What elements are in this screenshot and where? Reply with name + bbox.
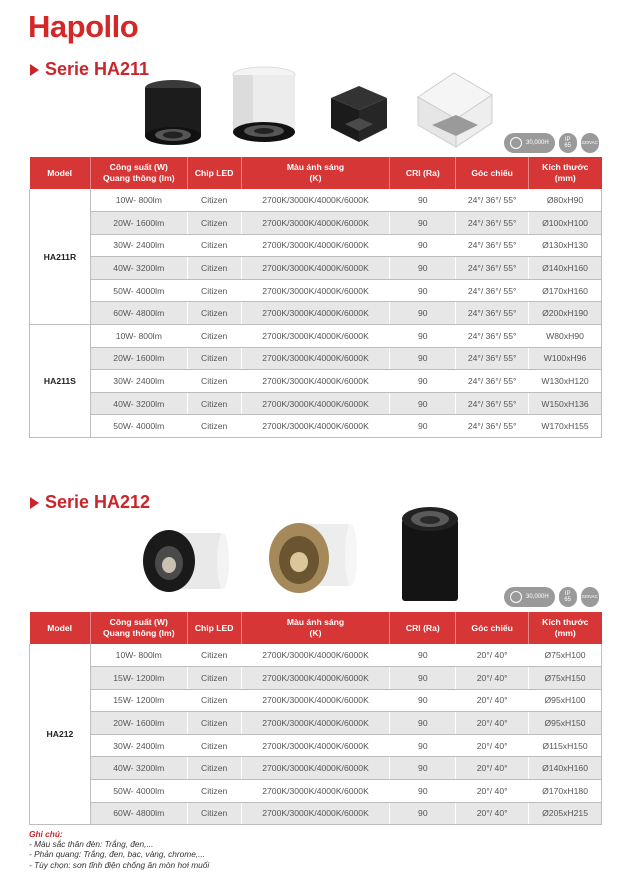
table-cell: 20°/ 40° <box>456 734 529 757</box>
table-cell: 2700K/3000K/4000K/6000K <box>241 212 390 235</box>
product-image-black-cylinder <box>398 503 462 604</box>
table-cell: 24°/ 36°/ 55° <box>456 212 529 235</box>
table-cell: 2700K/3000K/4000K/6000K <box>241 780 390 803</box>
table-cell: Citizen <box>187 189 241 212</box>
table-cell: 2700K/3000K/4000K/6000K <box>241 734 390 757</box>
table-cell: 90 <box>390 279 456 302</box>
note-line: - Phản quang: Trắng, đen, bạc, vàng, chrome,... <box>29 849 206 860</box>
certification-badges <box>504 587 599 607</box>
table-row <box>30 370 602 393</box>
table-row <box>30 780 602 803</box>
table-cell: Ø80xH90 <box>529 189 602 212</box>
table-cell: 2700K/3000K/4000K/6000K <box>241 712 390 735</box>
column-header: Góc chiếu <box>456 157 529 189</box>
product-image-white-square <box>412 69 497 151</box>
table-cell: Citizen <box>187 257 241 280</box>
column-header: Model <box>30 157 91 189</box>
table-cell: 2700K/3000K/4000K/6000K <box>241 644 390 667</box>
table-cell: Citizen <box>187 392 241 415</box>
table-cell: 2700K/3000K/4000K/6000K <box>241 415 390 438</box>
table-cell: Citizen <box>187 302 241 325</box>
table-cell: 20W- 1600lm <box>90 712 187 735</box>
column-header: Chip LED <box>187 157 241 189</box>
model-cell: HA211R <box>30 189 91 325</box>
column-header: Chip LED <box>187 612 241 644</box>
table-cell: Citizen <box>187 689 241 712</box>
serie-title-text: Serie HA212 <box>45 492 151 512</box>
table-cell: Citizen <box>187 279 241 302</box>
table-cell: Ø140xH160 <box>529 757 602 780</box>
column-header: Công suất (W) Quang thông (lm) <box>90 157 187 189</box>
table-cell: 20W- 1600lm <box>90 347 187 370</box>
table-row <box>30 734 602 757</box>
table-cell: Citizen <box>187 234 241 257</box>
table-cell: 24°/ 36°/ 55° <box>456 347 529 370</box>
table-cell: 10W- 800lm <box>90 644 187 667</box>
table-cell: 90 <box>390 189 456 212</box>
table-row <box>30 212 602 235</box>
bulb-icon <box>510 591 522 603</box>
serie-title-text: Serie HA211 <box>45 59 150 79</box>
lifetime-badge: 30,000H <box>504 133 555 153</box>
product-image-white-cylinder-gold-face <box>265 518 357 598</box>
table-cell: 30W- 2400lm <box>90 370 187 393</box>
table-row <box>30 347 602 370</box>
table-cell: Citizen <box>187 734 241 757</box>
table-cell: 2700K/3000K/4000K/6000K <box>241 347 390 370</box>
table-cell: 90 <box>390 734 456 757</box>
bulb-icon <box>510 137 522 149</box>
table-cell: 20°/ 40° <box>456 667 529 690</box>
table-cell: 30W- 2400lm <box>90 234 187 257</box>
table-cell: 2700K/3000K/4000K/6000K <box>241 370 390 393</box>
table-cell: 90 <box>390 212 456 235</box>
table-cell: 24°/ 36°/ 55° <box>456 415 529 438</box>
table-cell: W100xH96 <box>529 347 602 370</box>
table-row <box>30 689 602 712</box>
table-cell: 20°/ 40° <box>456 802 529 825</box>
table-cell: 24°/ 36°/ 55° <box>456 189 529 212</box>
column-header: Kích thước (mm) <box>529 612 602 644</box>
column-header: Góc chiếu <box>456 612 529 644</box>
ip-badge: IP 65 <box>559 587 577 607</box>
table-cell: Ø170xH160 <box>529 279 602 302</box>
spec-table-ha212 <box>29 612 602 825</box>
table-cell: 24°/ 36°/ 55° <box>456 325 529 348</box>
table-cell: Ø205xH215 <box>529 802 602 825</box>
table-row <box>30 644 602 667</box>
column-header: Công suất (W) Quang thông (lm) <box>90 612 187 644</box>
table-cell: 2700K/3000K/4000K/6000K <box>241 189 390 212</box>
table-cell: 60W- 4800lm <box>90 802 187 825</box>
table-cell: 2700K/3000K/4000K/6000K <box>241 392 390 415</box>
certification-badges <box>504 133 599 153</box>
table-cell: 2700K/3000K/4000K/6000K <box>241 302 390 325</box>
table-cell: 90 <box>390 667 456 690</box>
notes-heading: Ghi chú: <box>29 829 63 839</box>
table-cell: 40W- 3200lm <box>90 392 187 415</box>
table-cell: Citizen <box>187 667 241 690</box>
table-row <box>30 302 602 325</box>
table-cell: 20W- 1600lm <box>90 212 187 235</box>
spec-table-ha211 <box>29 157 602 438</box>
table-cell: 90 <box>390 347 456 370</box>
table-cell: 90 <box>390 689 456 712</box>
model-cell: HA211S <box>30 325 91 438</box>
table-row <box>30 667 602 690</box>
table-cell: Citizen <box>187 802 241 825</box>
column-header: Màu ánh sáng (K) <box>241 612 390 644</box>
serie-ha212-title <box>30 492 150 513</box>
table-cell: 24°/ 36°/ 55° <box>456 302 529 325</box>
table-cell: 50W- 4000lm <box>90 415 187 438</box>
table-cell: 90 <box>390 234 456 257</box>
table-cell: Citizen <box>187 325 241 348</box>
table-cell: Ø130xH130 <box>529 234 602 257</box>
note-line: - Màu sắc thân đèn: Trắng, đen,... <box>29 839 154 850</box>
column-header: Kích thước (mm) <box>529 157 602 189</box>
table-cell: W150xH136 <box>529 392 602 415</box>
table-cell: 2700K/3000K/4000K/6000K <box>241 234 390 257</box>
product-image-white-cylinder-black-face <box>139 525 229 597</box>
table-row <box>30 802 602 825</box>
table-row <box>30 325 602 348</box>
table-cell: 2700K/3000K/4000K/6000K <box>241 279 390 302</box>
table-cell: 24°/ 36°/ 55° <box>456 257 529 280</box>
table-cell: 24°/ 36°/ 55° <box>456 370 529 393</box>
table-cell: Citizen <box>187 780 241 803</box>
table-row <box>30 234 602 257</box>
table-cell: 90 <box>390 392 456 415</box>
table-cell: 15W- 1200lm <box>90 689 187 712</box>
table-cell: 90 <box>390 780 456 803</box>
table-cell: 15W- 1200lm <box>90 667 187 690</box>
brand-logo: Hapollo <box>28 9 139 44</box>
arrow-icon <box>30 497 39 509</box>
voltage-badge: 220VAC <box>581 133 599 153</box>
table-cell: Citizen <box>187 757 241 780</box>
table-cell: Ø115xH150 <box>529 734 602 757</box>
table-cell: Ø140xH160 <box>529 257 602 280</box>
table-cell: Citizen <box>187 212 241 235</box>
table-cell: Citizen <box>187 347 241 370</box>
table-cell: 90 <box>390 757 456 780</box>
product-image-white-round <box>228 65 300 150</box>
table-row <box>30 712 602 735</box>
table-row <box>30 415 602 438</box>
column-header: CRI (Ra) <box>390 157 456 189</box>
table-cell: 30W- 2400lm <box>90 734 187 757</box>
column-header: Màu ánh sáng (K) <box>241 157 390 189</box>
notes <box>29 829 209 870</box>
table-cell: 20°/ 40° <box>456 780 529 803</box>
table-cell: Ø100xH100 <box>529 212 602 235</box>
arrow-icon <box>30 64 39 76</box>
table-cell: 40W- 3200lm <box>90 757 187 780</box>
table-cell: 2700K/3000K/4000K/6000K <box>241 689 390 712</box>
table-cell: 90 <box>390 302 456 325</box>
table-cell: 10W- 800lm <box>90 189 187 212</box>
table-cell: 20°/ 40° <box>456 689 529 712</box>
table-cell: 2700K/3000K/4000K/6000K <box>241 667 390 690</box>
table-cell: 90 <box>390 712 456 735</box>
table-cell: Ø95xH150 <box>529 712 602 735</box>
table-cell: Ø170xH180 <box>529 780 602 803</box>
table-cell: 2700K/3000K/4000K/6000K <box>241 757 390 780</box>
table-cell: 90 <box>390 257 456 280</box>
table-cell: 90 <box>390 415 456 438</box>
table-cell: 50W- 4000lm <box>90 279 187 302</box>
table-cell: 20°/ 40° <box>456 712 529 735</box>
table-cell: 90 <box>390 370 456 393</box>
table-cell: 2700K/3000K/4000K/6000K <box>241 257 390 280</box>
product-image-black-round <box>140 78 207 150</box>
table-cell: 2700K/3000K/4000K/6000K <box>241 325 390 348</box>
serie-ha211-title <box>30 59 149 80</box>
table-cell: Ø95xH100 <box>529 689 602 712</box>
lifetime-badge: 30,000H <box>504 587 555 607</box>
ip-badge: IP 65 <box>559 133 577 153</box>
table-cell: Citizen <box>187 644 241 667</box>
table-cell: Ø200xH190 <box>529 302 602 325</box>
column-header: Model <box>30 612 91 644</box>
table-row <box>30 757 602 780</box>
table-cell: 60W- 4800lm <box>90 302 187 325</box>
table-cell: 24°/ 36°/ 55° <box>456 392 529 415</box>
table-cell: 90 <box>390 802 456 825</box>
table-cell: 90 <box>390 644 456 667</box>
model-cell: HA212 <box>30 644 91 825</box>
note-line: - Tùy chọn: sơn tĩnh điện chống ăn mòn hơi muối <box>29 859 210 870</box>
table-row <box>30 257 602 280</box>
table-cell: W80xH90 <box>529 325 602 348</box>
table-cell: Citizen <box>187 415 241 438</box>
table-row <box>30 189 602 212</box>
table-row <box>30 392 602 415</box>
table-cell: Ø75xH150 <box>529 667 602 690</box>
table-row <box>30 279 602 302</box>
table-cell: W130xH120 <box>529 370 602 393</box>
table-cell: 2700K/3000K/4000K/6000K <box>241 802 390 825</box>
table-cell: W170xH155 <box>529 415 602 438</box>
product-image-black-square <box>323 84 393 146</box>
table-cell: Citizen <box>187 712 241 735</box>
table-cell: 24°/ 36°/ 55° <box>456 279 529 302</box>
table-cell: 20°/ 40° <box>456 644 529 667</box>
table-cell: 20°/ 40° <box>456 757 529 780</box>
table-cell: 50W- 4000lm <box>90 780 187 803</box>
table-cell: 90 <box>390 325 456 348</box>
table-cell: 10W- 800lm <box>90 325 187 348</box>
table-cell: Citizen <box>187 370 241 393</box>
voltage-badge: 220VAC <box>581 587 599 607</box>
table-cell: 40W- 3200lm <box>90 257 187 280</box>
table-cell: 24°/ 36°/ 55° <box>456 234 529 257</box>
table-cell: Ø75xH100 <box>529 644 602 667</box>
column-header: CRI (Ra) <box>390 612 456 644</box>
